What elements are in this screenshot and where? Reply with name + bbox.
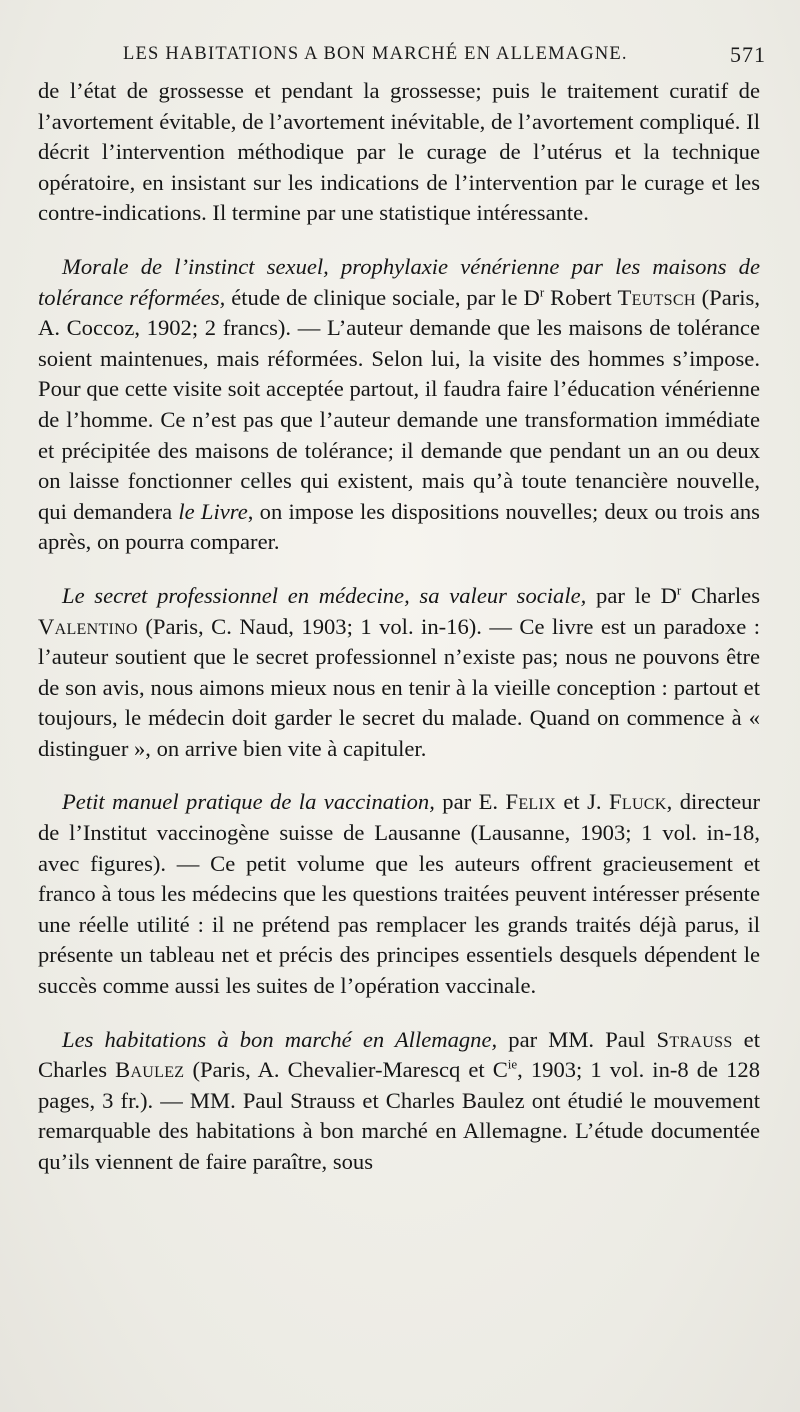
author-middle: et J. xyxy=(555,789,610,815)
inline-italic: le Livre xyxy=(178,498,248,524)
book-title: Les habitations à bon marché en Allemagne, xyxy=(62,1026,498,1052)
entry-text: (Paris, A. Chevalier-Marescq et C xyxy=(184,1057,508,1083)
book-title: Morale de l’instinct sexuel, prophylaxie vénérienne par les maisons de tolérance réformées, xyxy=(38,253,760,310)
review-entry-secret xyxy=(38,581,760,765)
review-entry-continuation xyxy=(38,76,760,229)
author-prefix: étude de clinique sociale, par le D xyxy=(225,284,540,310)
author-surname: Valentino xyxy=(38,613,138,639)
author-surname: Strauss xyxy=(656,1026,733,1052)
entry-text: de l’état de grossesse et pendant la grossesse; puis le traitement curatif de l’avortement évitable, de l’avortement inévitable, de l’avortement compliqué. Il décrit l’intervention méthodique par le curage de l’utérus et la technique opératoire, en insistant sur les indications de l’intervention par le curage et les contre-indications. Il termine par une statistique intéressante. xyxy=(38,78,760,226)
review-entry-morale xyxy=(38,252,760,558)
review-entry-habitations xyxy=(38,1025,760,1178)
author-surname-2: Baulez xyxy=(115,1057,185,1083)
entry-text: , directeur de l’Institut vaccinogène suisse de Lausanne (Lausanne, 1903; 1 vol. in-18, avec figures). — Ce petit volume que les auteurs offrent gracieusement et franco à tous les médecins que les questions traitées peuvent intéresser présente une réelle utilité : il ne prétend pas remplacer les grands traités déjà parus, il présente un tableau net et précis des principes essentiels desquels dépendent le succès comme aussi les suites de l’opération vaccinale. xyxy=(38,789,761,999)
author-first-name: Charles xyxy=(681,582,760,608)
author-prefix: par E. xyxy=(434,789,506,815)
author-surname-2: Fluck xyxy=(609,789,667,815)
title-superscript: r xyxy=(539,284,545,300)
author-prefix: par MM. Paul xyxy=(497,1026,657,1052)
author-surname: Teutsch xyxy=(617,284,696,310)
book-title: Le secret professionnel en médecine, sa valeur sociale, xyxy=(62,582,587,608)
title-superscript: r xyxy=(676,582,682,598)
entry-text-end: , 1903; 1 vol. in-8 de 128 pages, 3 fr.). — MM. Paul Strauss et Charles Baulez ont étudié le mouvement remarquable des habitations à bon marché en Allemagne. L’étude documentée qu’ils viennent de faire paraître, sous xyxy=(38,1057,761,1174)
entry-text: (Paris, A. Coccoz, 1902; 2 francs). — L’auteur demande que les maisons de tolérance soient maintenues, mais réformées. Selon lui, la visite des hommes s’impose. Pour que cette visite soit acceptée partout, il faudra faire l’éducation vénérienne de l’homme. Ce n’est pas que l’auteur demande une transformation immédiate et précipitée des maisons de tolérance; il demande que pendant un an ou deux on laisse fonctionner celles qui existent, mais qu’à toute tenancière nouvelle, qui demandera xyxy=(38,284,760,524)
review-entry-vaccination xyxy=(38,787,760,1001)
page-number: 571 xyxy=(730,42,766,67)
author-prefix: par le D xyxy=(586,582,677,608)
page-header xyxy=(38,0,766,76)
book-title: Petit manuel pratique de la vaccination, xyxy=(62,789,435,815)
author-first-name: Robert xyxy=(544,284,618,310)
company-superscript: ie xyxy=(507,1056,518,1072)
entry-text: (Paris, C. Naud, 1903; 1 vol. in-16). — Ce livre est un paradoxe : l’auteur soutient que le secret professionnel n’existe pas; nous ne pouvons être de son avis, nous aimons mieux nous en tenir à la vieille conception : partout et toujours, le médecin doit garder le secret du malade. Quand on commence à « distinguer », on arrive bien vite à capituler. xyxy=(38,613,760,761)
author-middle: et Charles xyxy=(38,1026,760,1083)
author-surname: Felix xyxy=(505,789,556,815)
entry-text-end: , on impose les dispositions nouvelles; deux ou trois ans après, on pourra comparer. xyxy=(38,498,760,555)
running-title: LES HABITATIONS A BON MARCHÉ EN ALLEMAGNE. xyxy=(123,44,628,64)
